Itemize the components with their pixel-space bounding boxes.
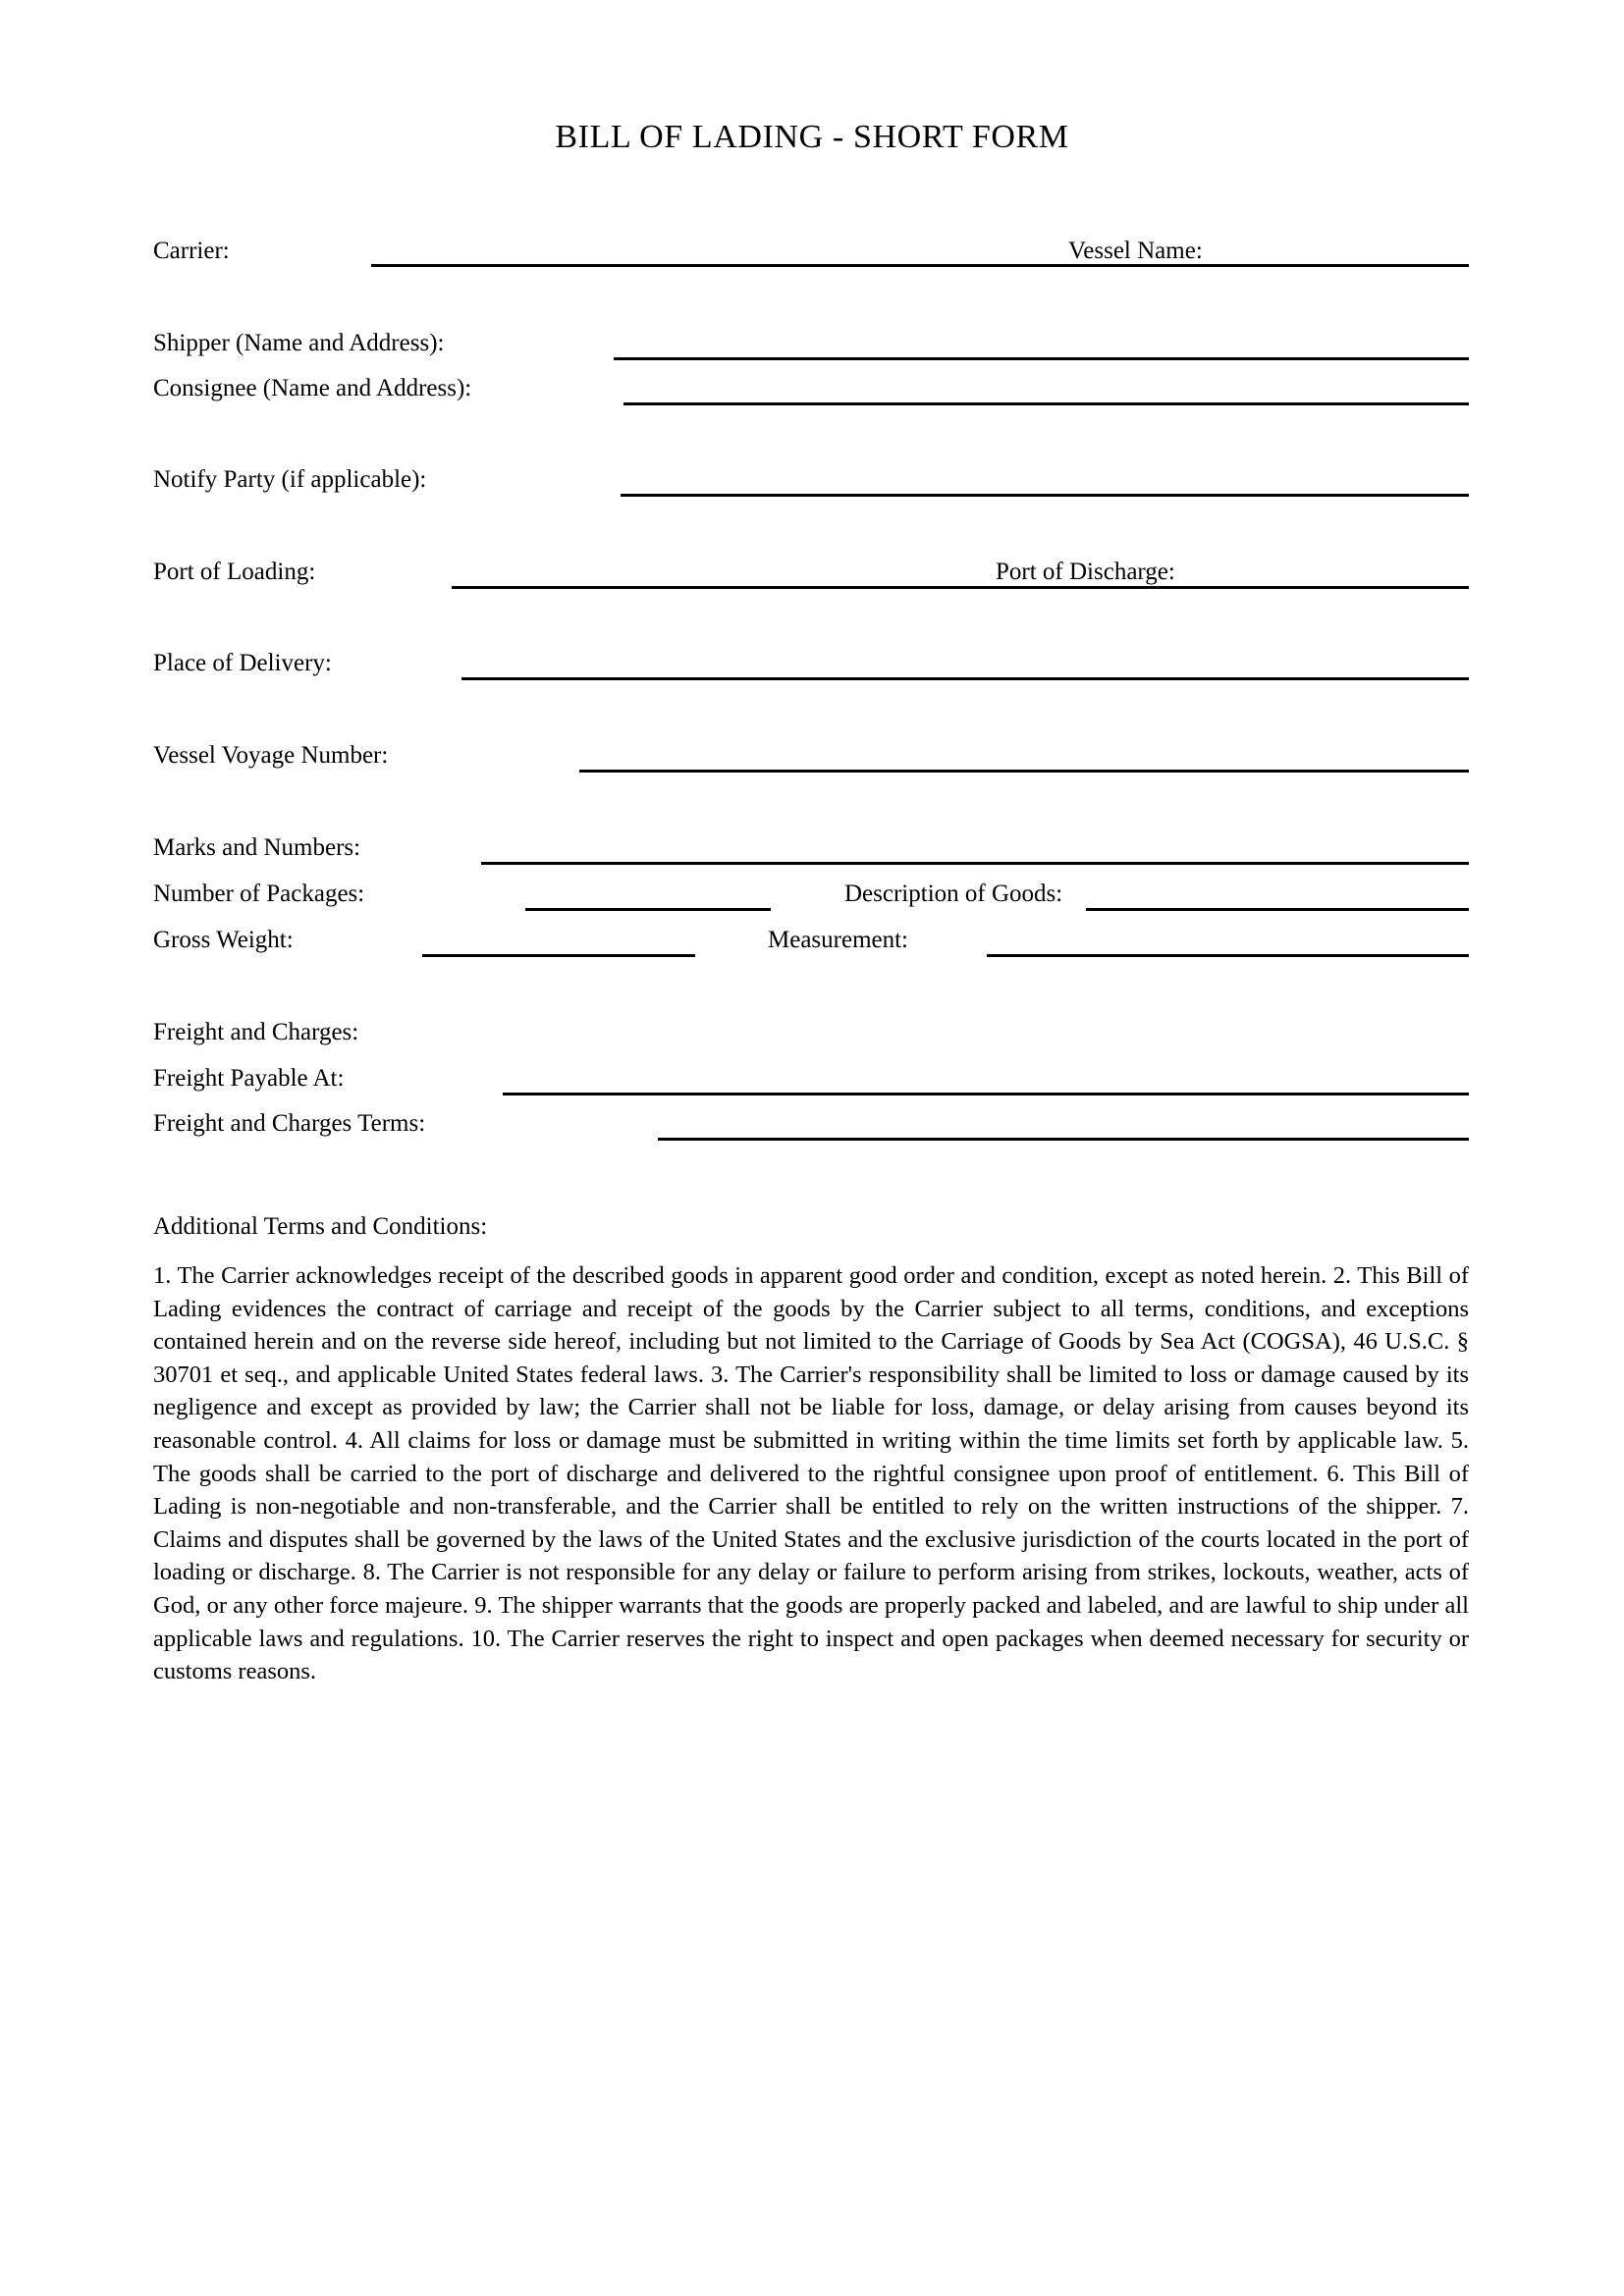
label-place-of-delivery: Place of Delivery: [153, 650, 332, 676]
label-freight-and-charges: Freight and Charges: [153, 1019, 359, 1045]
input-rule-measurement[interactable] [987, 954, 1469, 957]
input-rule-consignee[interactable] [623, 402, 1469, 405]
label-carrier: Carrier: [153, 238, 230, 264]
label-marks-and-numbers: Marks and Numbers: [153, 834, 361, 861]
page-title: BILL OF LADING - SHORT FORM [555, 119, 1069, 155]
input-rule-place-of-delivery[interactable] [461, 677, 1469, 680]
terms-body: 1. The Carrier acknowledges receipt of the described goods in apparent good order and condition, except as noted herein. 2. This Bill of Lading evidences the contract of carriage and receipt of the goods by the Carrier subject to all terms, conditions, and exceptions contained herein and on the reverse side hereof, including but not limited to the Carriage of Goods by Sea Act (COGSA), 46 U.S.C. § 30701 et seq., and applicable United States federal laws. 3. The Carrier's responsibility shall be limited to loss or damage caused by its negligence and except as provided by law; the Carrier shall not be liable for loss, damage, or delay arising from causes beyond its reasonable control. 4. All claims for loss or damage must be submitted in writing within the time limits set forth by applicable law. 5. The goods shall be carried to the port of discharge and delivered to the rightful consignee upon proof of entitlement. 6. This Bill of Lading is non-negotiable and non-transferable, and the Carrier shall be entitled to rely on the written instructions of the shipper. 7. Claims and disputes shall be governed by the laws of the United States and the exclusive jurisdiction of the courts located in the port of loading or discharge. 8. The Carrier is not responsible for any delay or failure to perform arising from strikes, lockouts, weather, acts of God, or any other force majeure. 9. The shipper warrants that the goods are properly packed and labeled, and are lawful to ship under all applicable laws and regulations. 10. The Carrier reserves the right to inspect and open packages when deemed necessary for security or customs reasons. [153, 1262, 1469, 1685]
input-rule-marks-and-numbers[interactable] [481, 862, 1469, 865]
input-rule-freight-and-charges-terms[interactable] [658, 1138, 1469, 1141]
input-rule-gross-weight[interactable] [422, 954, 695, 957]
label-gross-weight: Gross Weight: [153, 927, 294, 953]
input-rule-vessel-voyage-number[interactable] [579, 770, 1469, 773]
label-port-of-loading: Port of Loading: [153, 559, 316, 585]
input-rule-vessel-name[interactable] [1257, 264, 1469, 267]
input-rule-notify-party[interactable] [621, 494, 1469, 497]
label-freight-and-charges-terms: Freight and Charges Terms: [153, 1110, 426, 1137]
label-number-of-packages: Number of Packages: [153, 881, 365, 907]
input-rule-description-of-goods[interactable] [1086, 908, 1469, 911]
label-measurement: Measurement: [768, 927, 909, 953]
label-description-of-goods: Description of Goods: [844, 881, 1063, 907]
terms-heading: Additional Terms and Conditions: [153, 1213, 488, 1240]
label-vessel-name: Vessel Name: [1068, 238, 1203, 264]
label-shipper: Shipper (Name and Address): [153, 330, 445, 356]
input-rule-port-of-loading[interactable] [452, 586, 1469, 589]
input-rule-number-of-packages[interactable] [525, 908, 771, 911]
input-rule-shipper[interactable] [614, 357, 1469, 360]
label-port-of-discharge: Port of Discharge: [996, 559, 1175, 585]
label-freight-payable-at: Freight Payable At: [153, 1065, 345, 1092]
label-consignee: Consignee (Name and Address): [153, 375, 472, 401]
label-vessel-voyage-number: Vessel Voyage Number: [153, 742, 389, 769]
input-rule-freight-payable-at[interactable] [503, 1093, 1469, 1095]
label-notify-party: Notify Party (if applicable): [153, 466, 427, 493]
